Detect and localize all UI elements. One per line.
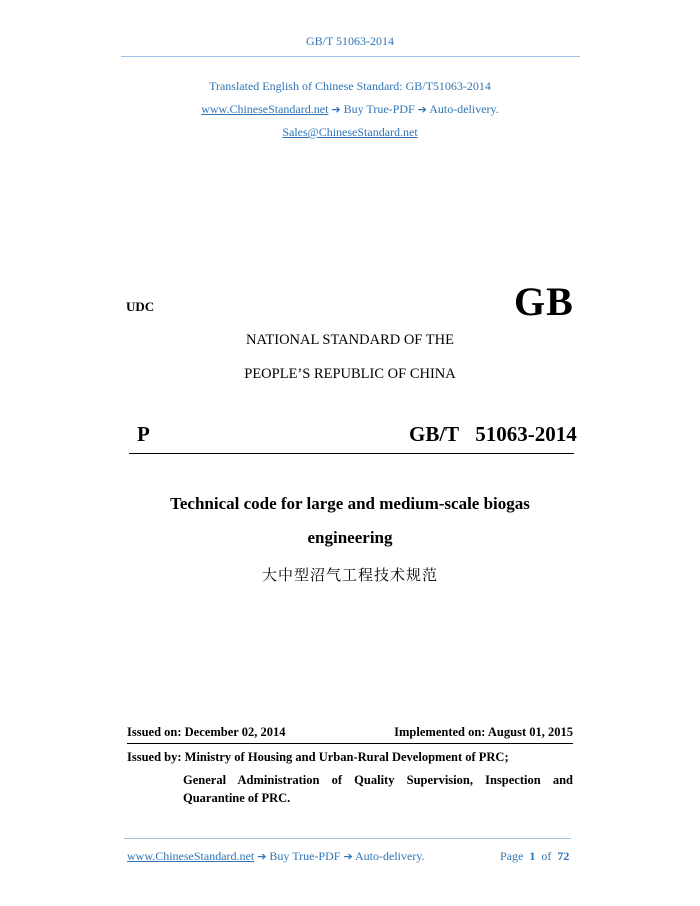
- page-label: Page: [500, 849, 524, 863]
- arrow-right-icon: ➔: [417, 103, 427, 116]
- page-current: 1: [529, 849, 536, 863]
- page-total: 72: [557, 849, 570, 863]
- standard-number: GB/T 51063-2014: [409, 422, 577, 446]
- prc-line: PEOPLE’S REPUBLIC OF CHINA: [244, 366, 456, 382]
- footer-site-link[interactable]: www.ChineseStandard.net: [127, 849, 255, 863]
- cover-divider: [129, 453, 574, 454]
- arrow-right-icon: ➔: [331, 103, 341, 116]
- title-english-line1: Technical code for large and medium-scale biogas: [170, 494, 530, 513]
- promo-auto-text: Auto-delivery.: [429, 102, 499, 116]
- page-of: of: [541, 849, 552, 863]
- issued-on-date: Issued on: December 02, 2014: [127, 725, 286, 739]
- footer-buy-text: Buy True-PDF: [269, 849, 341, 863]
- udc-label: UDC: [126, 299, 155, 314]
- issued-by: Issued by: Ministry of Housing and Urban-Rural Development of PRC;: [127, 750, 509, 764]
- arrow-right-icon: ➔: [257, 850, 267, 863]
- footer-divider: [124, 838, 571, 839]
- classification-letter: P: [137, 422, 150, 446]
- arrow-right-icon: ➔: [343, 850, 353, 863]
- promo-site-link[interactable]: www.ChineseStandard.net: [201, 102, 329, 116]
- header-divider: [121, 56, 580, 57]
- promo-buy-text: Buy True-PDF: [343, 102, 415, 116]
- implemented-on-date: Implemented on: August 01, 2015: [394, 725, 573, 739]
- promo-email-link[interactable]: Sales@ChineseStandard.net: [282, 125, 418, 139]
- page-indicator: [500, 849, 569, 864]
- national-standard-line: NATIONAL STANDARD OF THE: [246, 332, 454, 348]
- footer-links: [127, 849, 425, 864]
- issued-by-secondary: General Administration of Quality Supervision, Inspection and Quarantine of PRC.: [183, 773, 573, 805]
- promo-email-line: [0, 125, 700, 140]
- issuance-divider: [127, 743, 573, 744]
- footer-auto-text: Auto-delivery.: [355, 849, 425, 863]
- promo-links-line: [0, 102, 700, 117]
- running-header: GB/T 51063-2014: [305, 34, 395, 48]
- gb-mark: GB: [514, 279, 574, 324]
- title-english-line2: engineering: [307, 528, 393, 547]
- promo-translation-line: Translated English of Chinese Standard: GB/T51063-2014: [209, 79, 491, 93]
- title-chinese: 大中型沼气工程技术规范: [261, 566, 438, 584]
